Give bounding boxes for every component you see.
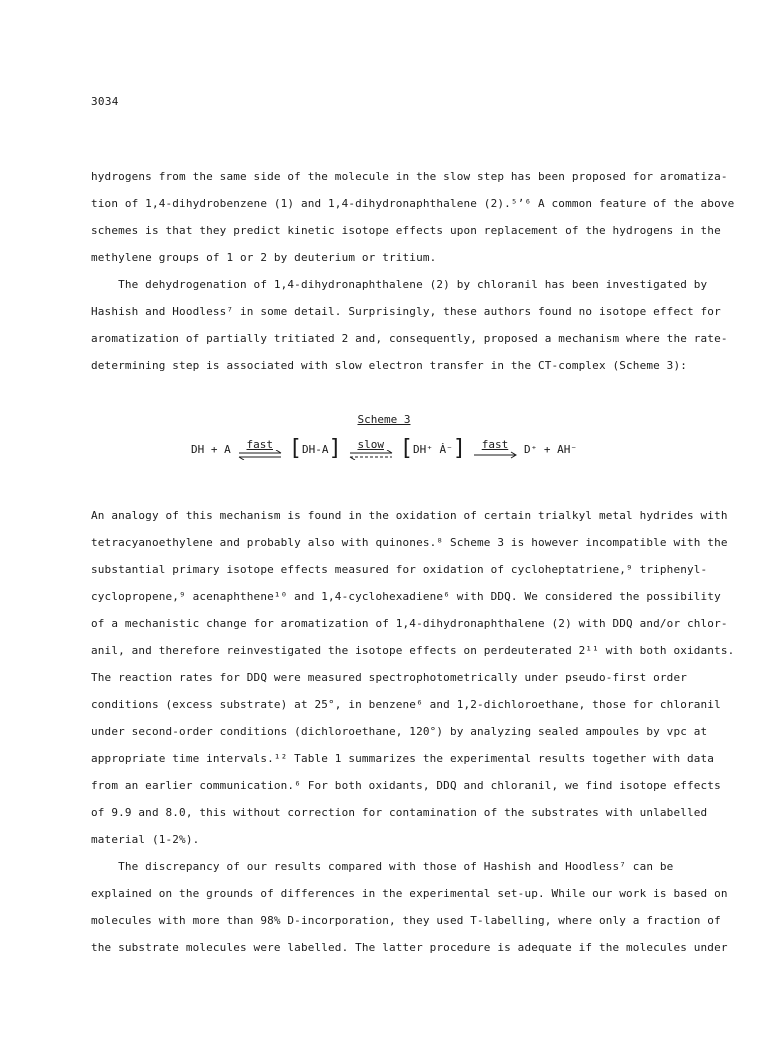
text-line: determining step is associated with slow electron transfer in the CT-complex (Scheme 3): <box>91 359 687 372</box>
equilibrium-arrow-icon <box>348 450 394 460</box>
text-line: substantial primary isotope effects measured for oxidation of cycloheptatriene,⁹ triphenyl- <box>91 563 708 576</box>
equilibrium-arrow-slow <box>348 439 394 460</box>
text-line: molecules with more than 98% D-incorporation, they used T-labelling, where only a fraction of <box>91 914 721 927</box>
text-line: cyclopropene,⁹ acenaphthene¹⁰ and 1,4-cyclohexadiene⁶ with DDQ. We considered the possibility <box>91 590 721 603</box>
text-line: explained on the grounds of differences in the experimental set-up. While our work is based on <box>91 887 728 900</box>
text-line: methylene groups of 1 or 2 by deuterium or tritium. <box>91 251 437 264</box>
text-line: schemes is that they predict kinetic isotope effects upon replacement of the hydrogens in the <box>91 224 721 237</box>
complex-2-label: DH⁺ Ȧ⁻ <box>413 442 453 456</box>
text-line: The discrepancy of our results compared with those of Hashish and Hoodless⁷ can be <box>91 860 674 873</box>
text-line: aromatization of partially tritiated 2 and, consequently, proposed a mechanism where the rate- <box>91 332 728 345</box>
text-line: of 9.9 and 8.0, this without correction for contamination of the substrates with unlabelled <box>91 806 708 819</box>
complex-2: [ DH⁺ Ȧ⁻ ] <box>399 436 466 461</box>
text-line: anil, and therefore reinvestigated the isotope effects on perdeuterated 2¹¹ with both oxidants. <box>91 644 735 657</box>
forward-arrow-icon <box>472 450 518 460</box>
text-line: of a mechanistic change for aromatization of 1,4-dihydronaphthalene (2) with DDQ and/or chlor- <box>91 617 728 630</box>
scheme-products: D⁺ + AH⁻ <box>524 442 577 456</box>
text-line: tion of 1,4-dihydrobenzene (1) and 1,4-dihydronaphthalene (2).⁵ʼ⁶ A common feature of the above <box>91 197 735 210</box>
text-line: from an earlier communication.⁶ For both oxidants, DDQ and chloranil, we find isotope effects <box>91 779 721 792</box>
text-line: The reaction rates for DDQ were measured spectrophotometrically under pseudo-first order <box>91 671 687 684</box>
equilibrium-arrow-fast <box>237 439 283 460</box>
text-line: material (1-2%). <box>91 833 200 846</box>
text-line: hydrogens from the same side of the molecule in the slow step has been proposed for aromatiza- <box>91 170 728 183</box>
text-line: Hashish and Hoodless⁷ in some detail. Surprisingly, these authors found no isotope effect for <box>91 305 721 318</box>
text-line: conditions (excess substrate) at 25°, in benzene⁶ and 1,2-dichloroethane, those for chloranil <box>91 698 721 711</box>
scheme-reactants: DH + A <box>191 442 231 456</box>
complex-1: [ DH-A ] <box>288 436 342 461</box>
forward-arrow-fast <box>472 439 518 460</box>
text-line: the substrate molecules were labelled. The latter procedure is adequate if the molecules under <box>91 941 728 954</box>
complex-1-label: DH-A <box>302 442 329 456</box>
arrow-label: slow <box>357 437 384 451</box>
arrow-label: fast <box>481 437 509 451</box>
text-line: The dehydrogenation of 1,4-dihydronaphthalene (2) by chloranil has been investigated by <box>91 278 708 291</box>
arrow-label: fast <box>246 437 273 451</box>
text-line: An analogy of this mechanism is found in the oxidation of certain trialkyl metal hydrides with <box>91 509 728 522</box>
equilibrium-arrow-icon <box>237 450 283 460</box>
reaction-scheme <box>0 438 768 460</box>
text-line: appropriate time intervals.¹² Table 1 summarizes the experimental results together with data <box>91 752 715 765</box>
page-number: 3034 <box>91 95 119 108</box>
text-line: under second-order conditions (dichloroethane, 120°) by analyzing sealed ampoules by vpc at <box>91 725 708 738</box>
scheme-title: Scheme 3 <box>357 413 411 426</box>
text-line: tetracyanoethylene and probably also with quinones.⁸ Scheme 3 is however incompatible with the <box>91 536 728 549</box>
